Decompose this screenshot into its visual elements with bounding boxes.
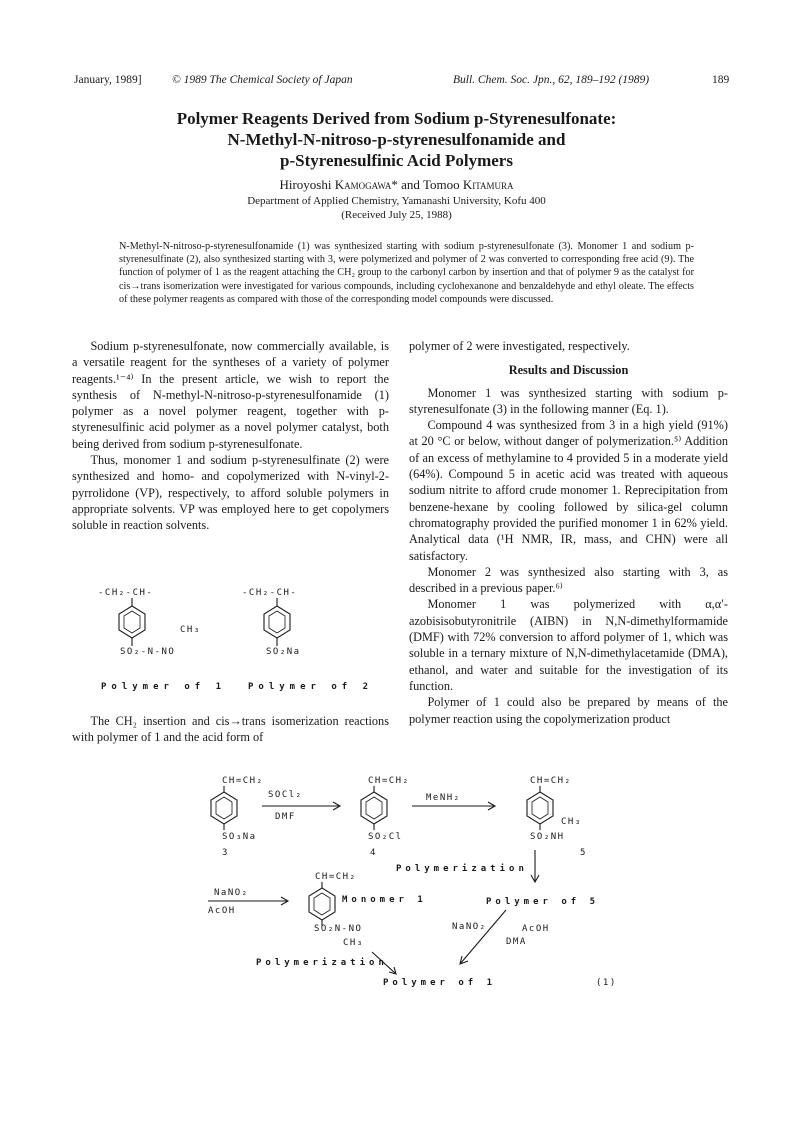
left-paragraph-1: Sodium p-styrenesulfonate, now commercially available, is a versatile reagent for the syntheses of a variety of polymer reagents.¹⁻⁴⁾ In the present article, we wish to report the synthesis of N-methyl-N-nitroso-p-styrenesulfonamide (1) polymer as a novel polymer reagent, together with p-styrenesulfinic acid polymer as a novel polymer catalyst, both being derived from sodium p-styrenesulfonate. <box>72 339 389 451</box>
reagent-acoh-b: AcOH <box>522 924 550 934</box>
header-copyright: © 1989 The Chemical Society of Japan <box>172 74 353 86</box>
reagent-nano2-b: NaNO₂ <box>452 922 487 932</box>
structure-2-chain: -CH₂-CH- <box>242 588 298 598</box>
polymer-of-5-label: Polymer of 5 <box>486 897 600 907</box>
authors <box>0 177 793 193</box>
title-line-1: Polymer Reagents Derived from Sodium p-Styrenesulfonate: <box>176 109 617 128</box>
monomer-1-vinyl: CH=CH₂ <box>315 872 357 882</box>
right-paragraph-5: Polymer of 1 could also be prepared by means of the polymer reaction using the copolymerization product <box>409 695 728 726</box>
reagent-acoh: AcOH <box>208 906 236 916</box>
structure-1-substituent: SO₂-N-NO <box>120 647 176 657</box>
reaction-scheme-lines <box>190 770 620 1000</box>
author-star: * <box>391 177 398 192</box>
left-column-bottom <box>72 713 389 746</box>
reagent-dma: DMA <box>506 937 527 947</box>
compound-4-vinyl: CH=CH₂ <box>368 776 410 786</box>
structure-2-benzene-ring <box>257 598 297 646</box>
right-paragraph-4: Monomer 1 was polymerized with α,α′-azobisisobutyronitrile (AIBN) in N,N-dimethylformamide (DMF) with 72% conversion to afford polymer of 1, which was soluble in a ternary mixture of N,N-dimethylacetamide (DMA), ethanol, and water and suitable for the investigation of its function. <box>409 597 728 693</box>
structure-1-caption: Polymer of 1 <box>101 682 227 692</box>
right-paragraph-2: Compound 4 was synthesized from 3 in a high yield (91%) at 20 °C or below, without danger of polymerization.⁵⁾ Addition of an excess of methylamine to 4 provided 5 in a moderate yield (64%). Compound 5 in acetic acid was treated with aqueous sodium nitrite to afford crude monomer 1. Reprecipitation from benzene-hexane by cooling followed by silica-gel column chromatography provided the purified monomer 1 in 62% yield. Analytical data (¹H NMR, IR, mass, and CHN) were all satisfactory. <box>409 418 728 563</box>
compound-5-vinyl: CH=CH₂ <box>530 776 572 786</box>
right-paragraph-0: polymer of 2 were investigated, respectively. <box>409 339 630 353</box>
header-citation: Bull. Chem. Soc. Jpn., 62, 189–192 (1989) <box>453 74 650 86</box>
author-1-last: Kamogawa <box>334 177 392 192</box>
right-paragraph-3: Monomer 2 was synthesized also starting with 3, as described in a previous paper.⁶⁾ <box>409 564 728 596</box>
author-2-first: Tomoo <box>422 177 463 192</box>
left-paragraph-2: Thus, monomer 1 and sodium p-styrenesulfinate (2) were synthesized and homo- and copolymerized with N-vinyl-2-pyrrolidone (VP), respectively, to afford soluble polymers in appropriate solvents. VP was employed here to get copolymers soluble in reaction solvents. <box>72 453 389 533</box>
authors-and: and <box>397 177 423 192</box>
abstract: N-Methyl-N-nitroso-p-styrenesulfonamide (1) was synthesized starting with sodium p-styrenesulfonate (3). Monomer 1 and sodium p-styrenesulfinate (2), also synthesized starting with 3, were polymerized and polymer of 2 was converted to corresponding free acid (9). The function of polymer of 1 as the reagent attaching the CH₂ group to the carbonyl carbon by insertion and that of polymer 9 as the catalyst for cis→trans isomerization were investigated for various compounds, including cyclohexanone and benzaldehyde and ethyl oleate. The effects of these polymer reagents as compared with those of the corresponding model compounds were discussed. <box>119 241 694 305</box>
structure-1-chain: -CH₂-CH- <box>98 588 154 598</box>
compound-3-number: 3 <box>222 848 229 858</box>
structure-1-benzene-ring <box>112 598 152 646</box>
reagent-socl2: SOCl₂ <box>268 790 303 800</box>
compound-3-vinyl: CH=CH₂ <box>222 776 264 786</box>
compound-4-substituent: SO₂Cl <box>368 832 403 842</box>
monomer-1-substituent: SO₂N-NO <box>314 924 363 934</box>
monomer-1-methyl: CH₃ <box>343 938 364 948</box>
compound-5-methyl: CH₃ <box>561 817 582 827</box>
polymer-of-1-label: Polymer of 1 <box>383 978 497 988</box>
left-column <box>72 338 389 534</box>
title-line-2: N-Methyl-N-nitroso-p-styrenesulfonamide and <box>227 130 566 149</box>
reagent-nano2: NaNO₂ <box>214 888 249 898</box>
structure-1-methyl: CH₃ <box>180 625 201 635</box>
compound-3-substituent: SO₃Na <box>222 832 257 842</box>
compound-3-ring <box>211 786 237 830</box>
equation-number: (1) <box>596 978 617 988</box>
structure-2-caption: Polymer of 2 <box>248 682 374 692</box>
compound-5-number: 5 <box>580 848 587 858</box>
polymerization-label-2: Polymerization <box>256 958 388 968</box>
affiliation: Department of Applied Chemistry, Yamanashi University, Kofu 400 <box>247 195 546 207</box>
left-paragraph-3: The CH₂ insertion and cis→trans isomerization reactions with polymer of 1 and the acid form of <box>72 714 389 745</box>
section-heading: Results and Discussion <box>508 363 629 378</box>
compound-4-number: 4 <box>370 848 377 858</box>
right-paragraph-1: Monomer 1 was synthesized starting with sodium p-styrenesulfonate (3) in the following manner (Eq. 1). <box>409 385 728 416</box>
header-date: January, 1989] <box>74 74 142 86</box>
compound-5-substituent: SO₂NH <box>530 832 565 842</box>
header-page-number: 189 <box>712 74 730 86</box>
monomer-1-label: Monomer 1 <box>342 895 427 905</box>
received-date: (Received July 25, 1988) <box>341 209 452 221</box>
title-line-3: p-Styrenesulfinic Acid Polymers <box>280 151 513 170</box>
author-2-last: Kitamura <box>462 177 514 192</box>
reagent-dmf: DMF <box>275 812 296 822</box>
right-column <box>409 338 728 727</box>
author-1-first: Hiroyoshi <box>279 177 335 192</box>
reagent-menh2: MeNH₂ <box>426 793 461 803</box>
polymerization-label-1: Polymerization <box>396 864 528 874</box>
structure-2-substituent: SO₂Na <box>266 647 301 657</box>
